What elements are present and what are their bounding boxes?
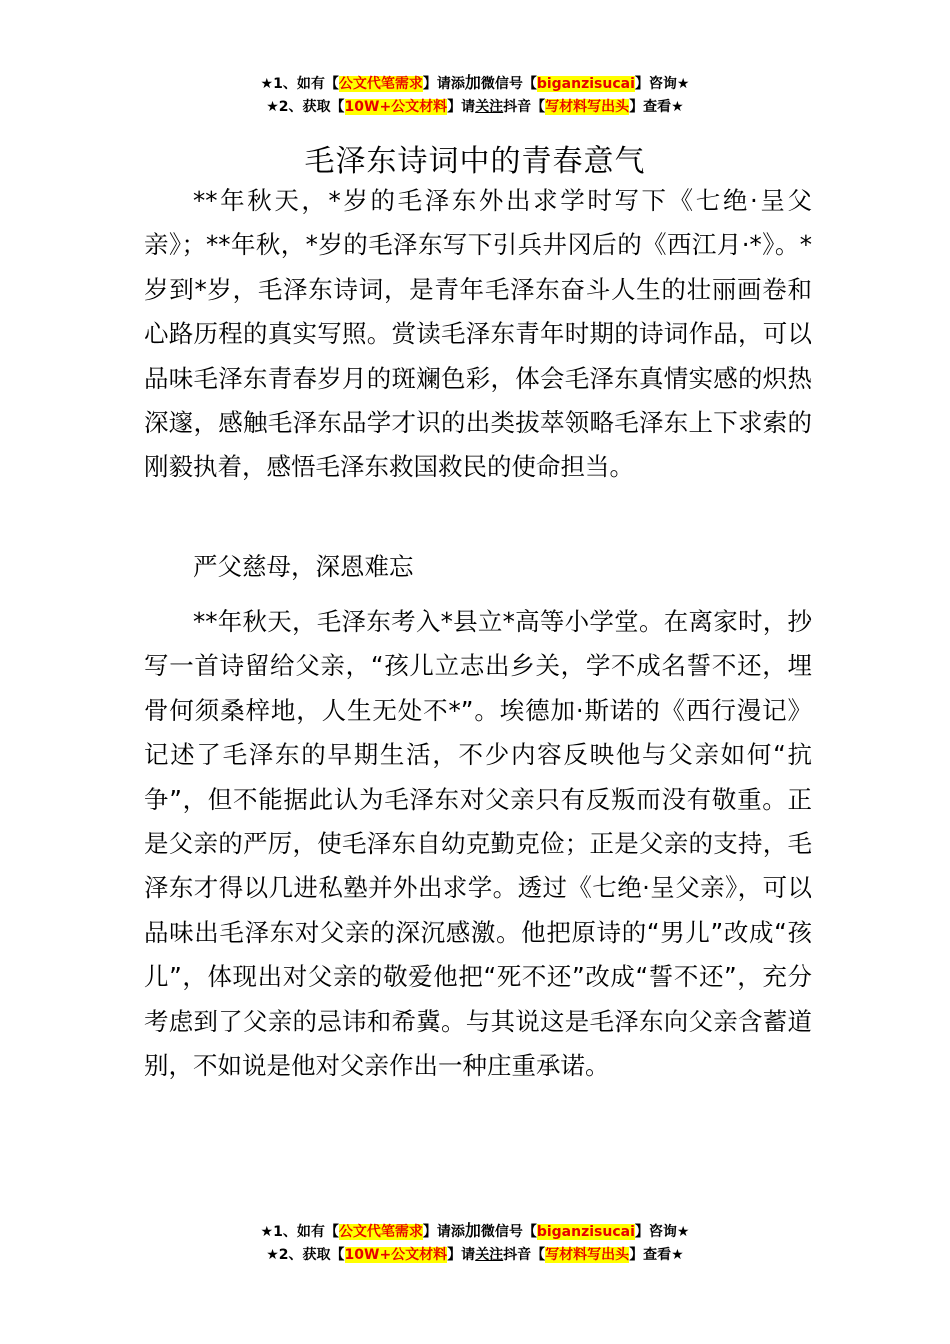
- header-promo-banner: [0, 70, 950, 120]
- document-title: 毛泽东诗词中的青春意气: [304, 144, 646, 180]
- promo-highlight-materials: 10W+公文材料: [344, 1247, 448, 1263]
- promo-highlight-wechat-id: biganzisucai: [536, 1224, 635, 1240]
- promo-line-1-mid: 】请添: [422, 1224, 465, 1240]
- promo-line-1-mid2: 微信号【: [480, 1224, 537, 1240]
- promo-line-2: [0, 1243, 950, 1268]
- promo-highlight-douyin: 写材料写出头: [545, 99, 630, 115]
- promo-highlight-materials: 10W+公文材料: [344, 99, 448, 115]
- promo-line-2-mid: 】请: [447, 1247, 476, 1263]
- section-heading: 严父慈母，深恩难忘: [193, 552, 414, 581]
- promo-highlight-service: 公文代笔需求: [338, 76, 423, 92]
- promo-line-2-suffix: 】查看★: [629, 1247, 684, 1263]
- promo-line-2-prefix: ★2、获取【: [266, 1247, 345, 1263]
- promo-line-2-mid2: 抖音【: [503, 1247, 546, 1263]
- promo-line-2-emphasis: 关注: [475, 99, 504, 115]
- promo-line-1-emphasis: 加: [464, 1221, 481, 1240]
- promo-line-1-mid2: 微信号【: [480, 76, 537, 92]
- promo-highlight-douyin: 写材料写出头: [545, 1247, 630, 1263]
- promo-line-2-suffix: 】查看★: [629, 99, 684, 115]
- promo-line-2-mid2: 抖音【: [503, 99, 546, 115]
- body-paragraph-father: **年秋天，毛泽东考入*县立*高等小学堂。在离家时，抄写一首诗留给父亲，“孩儿立志出乡关，学不成名誓不还，埋骨何须桑梓地，人生无处不*”。埃德加·斯诺的《西行漫记》记述了毛泽东的早期生活，不少内容反映他与父亲如何“抗争”，但不能据此认为毛泽东对父亲只有反叛而没有敬重。正是父亲的严厉，使毛泽东自幼克勤克俭；正是父亲的支持，毛泽东才得以几进私塾并外出求学。透过《七绝·呈父亲》，可以品味出毛泽东对父亲的深沉感激。他把原诗的“男儿”改成“孩儿”，体现出对父亲的敬爱他把“死不还”改成“誓不还”，充分考虑到了父亲的忌讳和希冀。与其说这是毛泽东向父亲含蓄道别，不如说是他对父亲作出一种庄重承诺。: [144, 607, 812, 1081]
- promo-line-1-prefix: ★1、如有【: [260, 1224, 339, 1240]
- promo-line-2: [0, 95, 950, 120]
- body-paragraph-intro: **年秋天，*岁的毛泽东外出求学时写下《七绝·呈父亲》；**年秋，*岁的毛泽东写下引兵井冈后的《西江月·*》。*岁到*岁，毛泽东诗词，是青年毛泽东奋斗人生的壮丽画卷和心路历程的真实写照。赏读毛泽东青年时期的诗词作品，可以品味毛泽东青春岁月的斑斓色彩，体会毛泽东真情实感的炽热深邃，感触毛泽东品学才识的出类拔萃领略毛泽东上下求索的刚毅执着，感悟毛泽东救国救民的使命担当。: [144, 186, 812, 482]
- promo-line-1-mid: 】请添: [422, 76, 465, 92]
- promo-line-2-prefix: ★2、获取【: [266, 99, 345, 115]
- promo-line-1: [0, 70, 950, 95]
- promo-line-1-suffix: 】咨询★: [634, 1224, 690, 1240]
- promo-line-2-mid: 】请: [447, 99, 476, 115]
- promo-line-2-emphasis: 关注: [475, 1247, 504, 1263]
- promo-line-1-emphasis: 加: [464, 73, 481, 92]
- footer-promo-banner: [0, 1218, 950, 1268]
- promo-highlight-wechat-id: biganzisucai: [536, 76, 635, 92]
- promo-line-1: [0, 1218, 950, 1243]
- promo-line-1-prefix: ★1、如有【: [260, 76, 339, 92]
- promo-highlight-service: 公文代笔需求: [338, 1224, 423, 1240]
- promo-line-1-suffix: 】咨询★: [634, 76, 690, 92]
